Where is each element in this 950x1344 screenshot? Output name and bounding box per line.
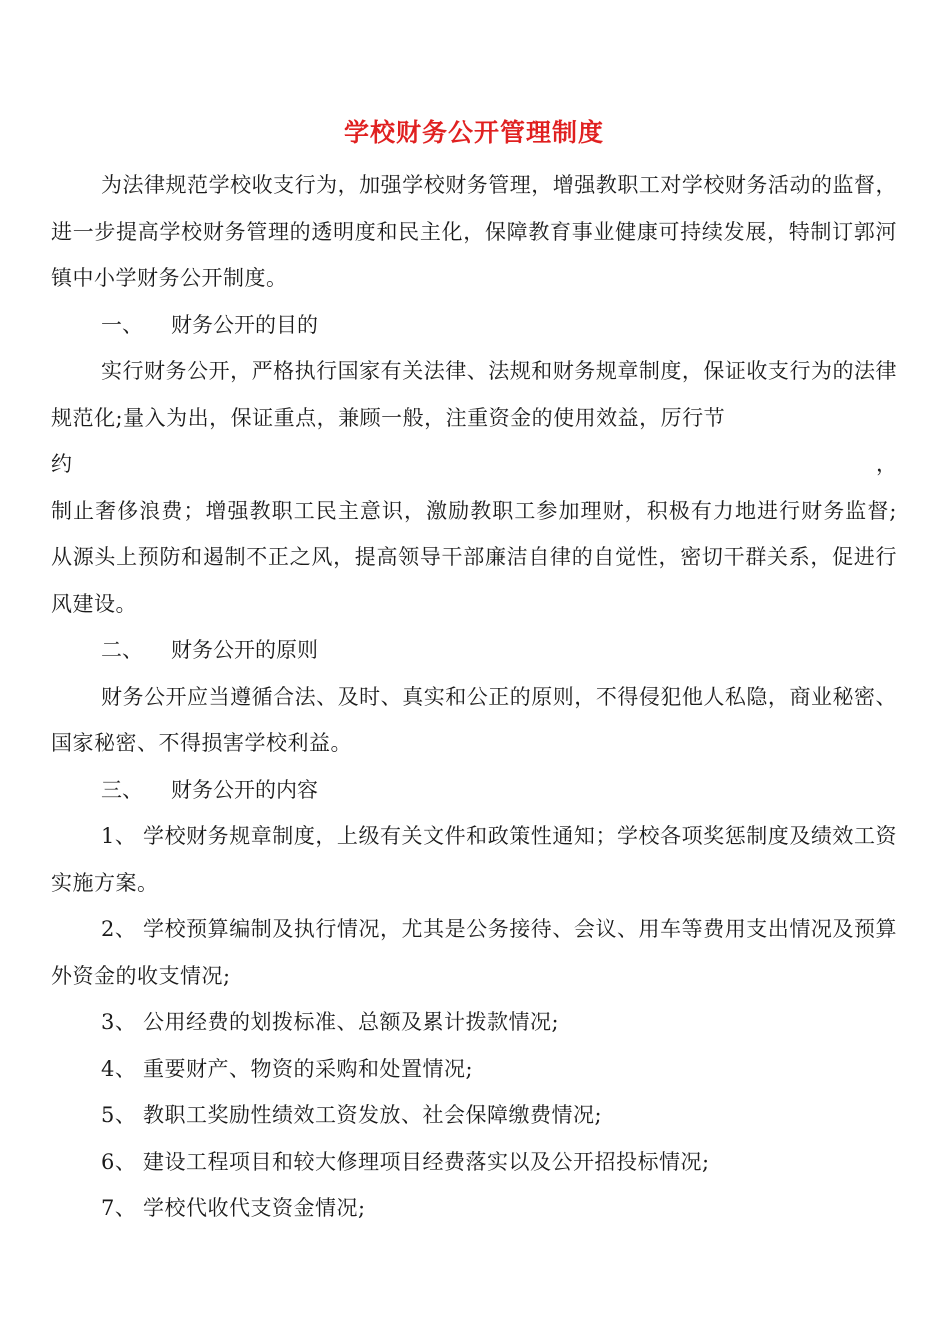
intro-paragraph: 为法律规范学校收支行为，加强学校财务管理，增强教职工对学校财务活动的监督，进一步提高学校财务管理的透明度和民主化，保障教育事业健康可持续发展，特制订郭河镇中小学财务公开制度。 bbox=[51, 173, 897, 290]
section-number: 一、 bbox=[101, 312, 143, 337]
list-item-number: 5、 bbox=[101, 1103, 137, 1127]
list-item-text: 公用经费的划拨标准、总额及累计拨款情况; bbox=[143, 1010, 560, 1034]
list-item bbox=[51, 999, 897, 1046]
section-heading-content bbox=[51, 767, 897, 814]
purpose-line-right: ， bbox=[876, 452, 897, 476]
list-item bbox=[51, 813, 897, 906]
list-item bbox=[51, 1046, 897, 1093]
list-item-number: 7、 bbox=[101, 1196, 137, 1220]
purpose-paragraph-c: 制止奢侈浪费；增强教职工民主意识，激励教职工参加理财，积极有力地进行财务监督;从源头上预防和遏制不正之风，提高领导干部廉洁自律的自觉性，密切干群关系，促进行风建设。 bbox=[51, 498, 897, 616]
list-item-number: 3、 bbox=[101, 1010, 137, 1034]
list-item-number: 4、 bbox=[101, 1056, 137, 1081]
section-heading-principle bbox=[51, 627, 897, 674]
list-item-text: 学校代收代支资金情况; bbox=[143, 1196, 366, 1220]
section-number: 三、 bbox=[101, 777, 143, 802]
list-item bbox=[51, 1092, 897, 1139]
list-item-text: 教职工奖励性绩效工资发放、社会保障缴费情况; bbox=[143, 1103, 603, 1127]
list-item-text: 重要财产、物资的采购和处置情况; bbox=[143, 1056, 474, 1081]
list-item-number: 1、 bbox=[101, 824, 137, 848]
list-item-text: 学校预算编制及执行情况，尤其是公务接待、会议、用车等费用支出情况及预算外资金的收支情况; bbox=[51, 917, 897, 988]
section-title: 财务公开的原则 bbox=[171, 638, 318, 662]
document-body bbox=[51, 110, 897, 1232]
content-list bbox=[51, 813, 897, 1232]
list-item-text: 建设工程项目和较大修理项目经费落实以及公开招投标情况; bbox=[143, 1149, 710, 1174]
list-item-number: 6、 bbox=[101, 1149, 137, 1174]
list-item bbox=[51, 1185, 897, 1232]
section-title: 财务公开的目的 bbox=[171, 312, 318, 337]
section-title: 财务公开的内容 bbox=[171, 777, 318, 802]
purpose-paragraph-b bbox=[51, 441, 897, 488]
purpose-paragraph-a: 实行财务公开，严格执行国家有关法律、法规和财务规章制度，保证收支行为的法律规范化;量入为出，保证重点，兼顾一般，注重资金的使用效益，厉行节 bbox=[51, 359, 897, 430]
list-item-text: 学校财务规章制度，上级有关文件和政策性通知；学校各项奖惩制度及绩效工资实施方案。 bbox=[51, 824, 897, 895]
section-heading-purpose bbox=[51, 302, 897, 349]
list-item bbox=[51, 906, 897, 999]
principle-paragraph: 财务公开应当遵循合法、及时、真实和公正的原则，不得侵犯他人私隐，商业秘密、国家秘密、不得损害学校利益。 bbox=[51, 684, 897, 755]
list-item-number: 2、 bbox=[101, 917, 137, 941]
purpose-line-left: 约 bbox=[51, 452, 72, 476]
section-number: 二、 bbox=[101, 638, 143, 662]
document-title: 学校财务公开管理制度 bbox=[343, 118, 604, 147]
list-item bbox=[51, 1139, 897, 1186]
